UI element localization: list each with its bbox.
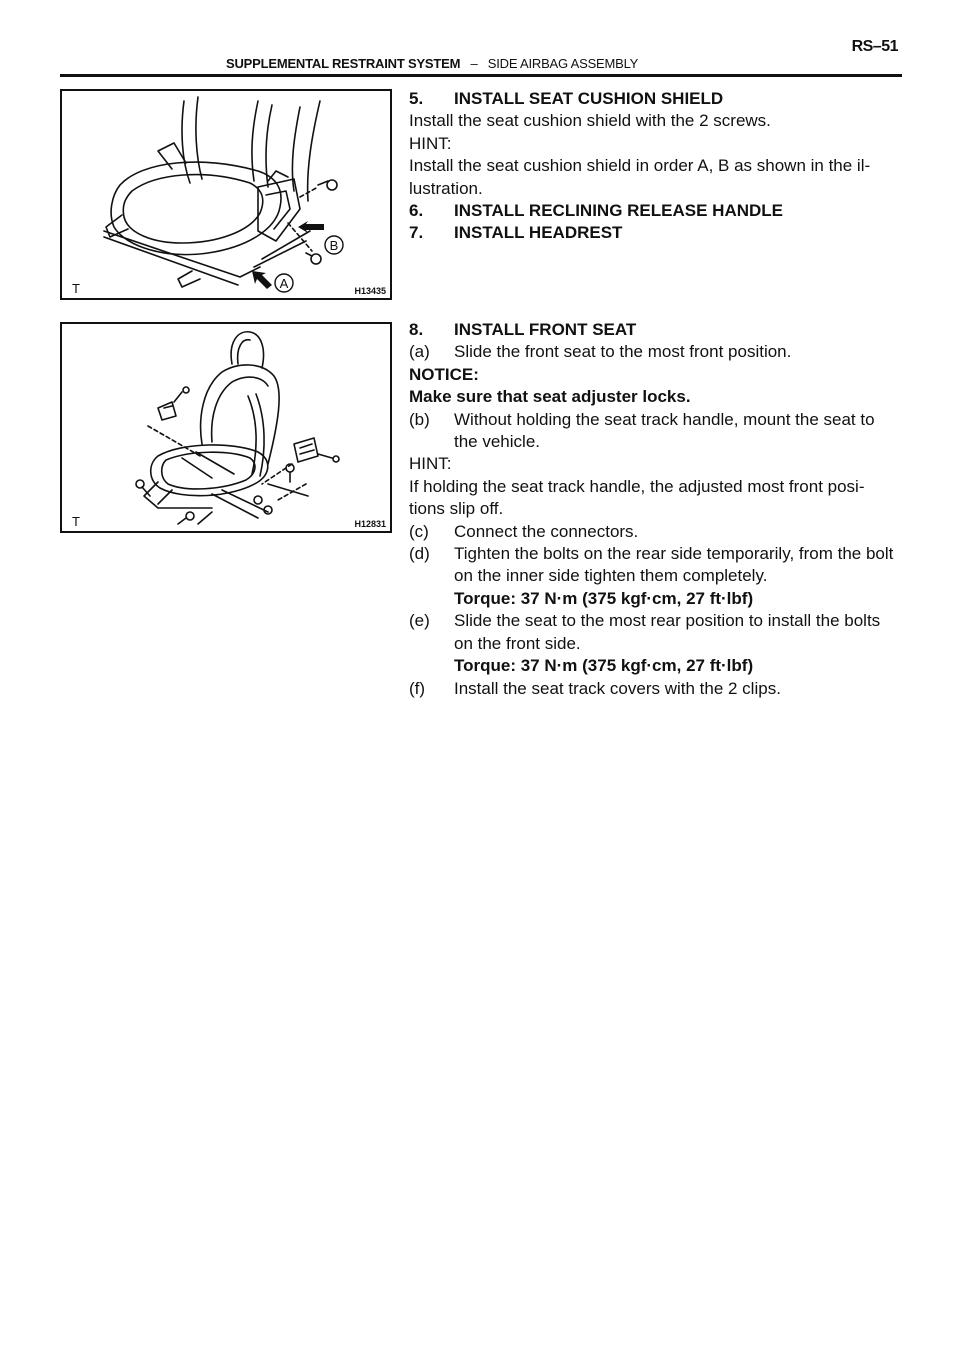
seat-cushion-drawing xyxy=(62,91,390,298)
notice-text: Make sure that seat adjuster locks. xyxy=(409,387,691,407)
substep-text: Install the seat track covers with the 2 clips. xyxy=(454,678,781,698)
callout-a: A xyxy=(279,276,289,291)
step-title: INSTALL FRONT SEAT xyxy=(454,320,637,339)
substep-label: (f) xyxy=(409,678,426,698)
substep-d xyxy=(409,543,899,565)
page-number: RS–51 xyxy=(851,38,898,55)
step-title: INSTALL HEADREST xyxy=(454,223,623,243)
step-8-heading xyxy=(409,319,899,341)
subsection-title: SIDE AIRBAG ASSEMBLY xyxy=(487,56,639,71)
torque-spec: Torque: 37 N·m (375 kgf·cm, 27 ft·lbf) xyxy=(454,588,754,608)
step-5-hint-line: Install the seat cushion shield in order A, B as shown in the il- xyxy=(409,156,871,176)
substep-c xyxy=(409,521,899,543)
substep-e xyxy=(409,610,899,632)
step-7-heading xyxy=(409,222,899,244)
step-number: 5. xyxy=(409,89,424,108)
step-number: 7. xyxy=(409,223,424,243)
substep-label: (c) xyxy=(409,521,429,541)
figure-corner-mark: T xyxy=(72,514,80,529)
step-number: 6. xyxy=(409,201,424,221)
figure-corner-mark: T xyxy=(72,281,80,296)
step-title: INSTALL SEAT CUSHION SHIELD xyxy=(454,89,724,108)
substep-text: Without holding the seat track handle, mount the seat to xyxy=(454,409,875,429)
substep-text: Slide the seat to the most rear position to install the bolts xyxy=(454,611,881,631)
substep-continuation: the vehicle. xyxy=(454,432,540,452)
front-seat-illustration xyxy=(60,322,392,533)
substep-label: (d) xyxy=(409,544,430,564)
step-number: 8. xyxy=(409,320,424,339)
steps-5-7 xyxy=(409,88,899,245)
header-separator: – xyxy=(470,56,478,71)
substep-text: Slide the front seat to the most front position. xyxy=(454,342,792,362)
step-5-hint-line: lustration. xyxy=(409,178,483,198)
callout-b: B xyxy=(329,238,339,253)
step-6-heading xyxy=(409,200,899,222)
step-8-hint-line: tions slip off. xyxy=(409,499,504,519)
substep-f xyxy=(409,678,899,700)
figure-code: H12831 xyxy=(354,519,386,529)
hint-label: HINT: xyxy=(409,133,452,153)
figure-code: H13435 xyxy=(354,286,386,296)
substep-continuation: on the inner side tighten them completely. xyxy=(454,566,768,586)
section-title: SUPPLEMENTAL RESTRAINT SYSTEM xyxy=(226,56,461,71)
hint-label: HINT: xyxy=(409,454,452,474)
step-5-heading xyxy=(409,88,899,110)
notice-label: NOTICE: xyxy=(409,364,479,384)
header-rule xyxy=(60,74,902,77)
substep-continuation: on the front side. xyxy=(454,633,581,653)
substep-label: (b) xyxy=(409,409,430,429)
torque-spec: Torque: 37 N·m (375 kgf·cm, 27 ft·lbf) xyxy=(454,656,754,676)
step-8-hint-line: If holding the seat track handle, the adjusted most front posi- xyxy=(409,476,865,496)
front-seat-drawing xyxy=(62,324,390,531)
seat-cushion-shield-illustration xyxy=(60,89,392,300)
substep-text: Connect the connectors. xyxy=(454,521,639,541)
substep-text: Tighten the bolts on the rear side temporarily, from the bolt xyxy=(454,544,894,564)
running-header xyxy=(226,56,638,71)
substep-a xyxy=(409,341,899,363)
substep-label: (e) xyxy=(409,611,430,631)
step-title: INSTALL RECLINING RELEASE HANDLE xyxy=(454,201,783,221)
substep-label: (a) xyxy=(409,342,430,362)
step-8 xyxy=(409,319,899,700)
step-5-body: Install the seat cushion shield with the 2 screws. xyxy=(409,111,771,131)
substep-b xyxy=(409,409,899,431)
